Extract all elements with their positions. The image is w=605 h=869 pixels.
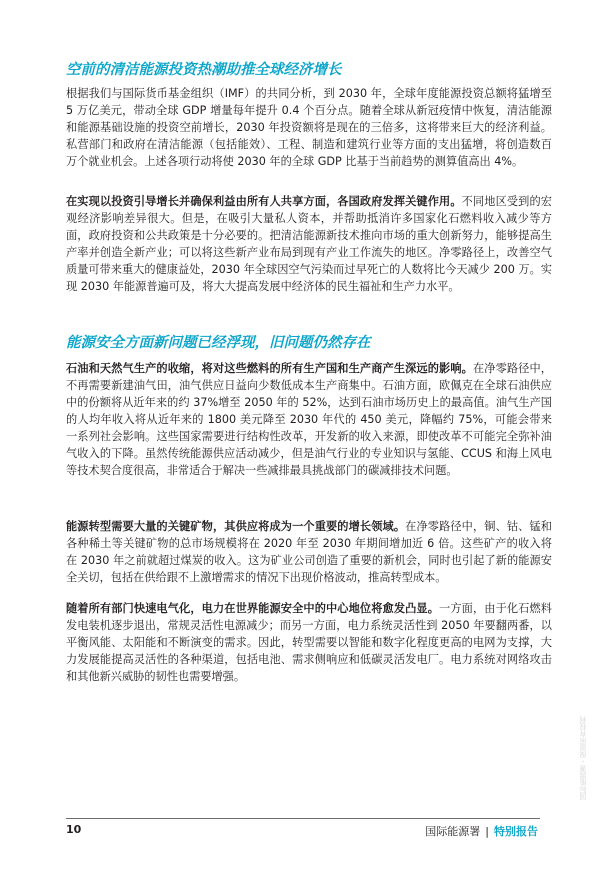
- paragraph-investment-analysis: [66, 85, 552, 170]
- footer-separator: |: [485, 825, 489, 838]
- paragraph-text: 一方面，由于化石燃料发电装机逐步退出，常规灵活性电源减少；而另一方面，电力系统灵活性到 2050 年要翻两番，以平衡风能、太阳能和不断演变的需求。因此，转型需要以智能和数字化程度更高的电网为支撑，大力发展能提高灵活性的各种渠道，包括电池、需求侧响应和低碳灵活发电厂。电力系统对网络攻击和其他新兴威胁的韧性也需要增强。: [66, 602, 552, 683]
- paragraph-government-role: [66, 193, 552, 295]
- paragraph-lead: 在实现以投资引导增长并确保利益由所有人共享方面，各国政府发挥关键作用。: [66, 195, 462, 208]
- page-number: 10: [66, 823, 82, 836]
- paragraph-text: 在净零路径中，不再需要新建油气田，油气供应日益向少数低成本生产商集中。石油方面，欧佩克在全球石油供应中的份额将从近年来的约 37%增至 2050 年的 52%，达到石油市场历史上的最高值。油气生产国的人均年收入将从近年来的 1800 美元降至 2030 年代的 450 美元，降幅约 75%，可能会带来一系列社会影响。这些国家需要进行结构性改革，开发新的收入来源，即使改革不可能完全弥补油气收入的下降。虽然传统能源供应活动减少，但是油气行业的专业知识与氢能、CCUS 和海上风电等技术契合度很高，非常适合于解决一些减排最具挑战部门的碳减排技术问题。: [66, 362, 552, 477]
- rights-side-note: 国际能源署・保留所有权利: [579, 716, 587, 800]
- paragraph-text: 根据我们与国际货币基金组织（IMF）的共同分析，到 2030 年，全球年度能源投资总额将猛增至 5 万亿美元，带动全球 GDP 增量每年提升 0.4 个百分点。随着全球从新冠疫情中恢复，清洁能源和能源基础设施的投资空前增长，2030 年投资额将是现在的三倍多，这将带来巨大的经济利益。私营部门和政府在清洁能源（包括能效）、工程、制造和建筑行业等方面的支出猛增，将创造数百万个就业机会。上述各项行动将使 2030 年的全球 GDP 比基于当前趋势的测算值高出 4%。: [66, 87, 552, 168]
- paragraph-lead: 石油和天然气生产的收缩，将对这些燃料的所有生产国和生产商产生深远的影响。: [66, 362, 473, 375]
- section-heading-clean-energy: 空前的清洁能源投资热潮助推全球经济增长: [66, 62, 342, 78]
- paragraph-electrification: [66, 600, 552, 685]
- footer-publication: [425, 823, 538, 839]
- paragraph-text: 在净零路径中，铜、钴、锰和各种稀土等关键矿物的总市场规模将在 2020 年至 2030 年期间增加近 6 倍。这些矿产的收入将在 2030 年之前就超过煤炭的收入。这为矿业公司创造了重要的新机会，同时也引起了新的能源安全关切，包括在供给跟不上激增需求的情况下出现价格波动，推高转型成本。: [66, 520, 552, 584]
- paragraph-text: 不同地区受到的宏观经济影响差异很大。但是，在吸引大量私人资本，并帮助抵消许多国家化石燃料收入减少等方面，政府投资和公共政策是十分必要的。把清洁能源新技术推向市场的重大创新努力，能够提高生产率并创造全新产业；可以将这些新产业布局到现有产业工作流失的地区。净零路径上，改善空气质量可带来重大的健康益处，2030 年全球因空气污染而过早死亡的人数将比今天减少 200 万。实现 2030 年能源普遍可及，将大大提高发展中经济体的民生福祉和生产力水平。: [66, 195, 552, 293]
- footer-publisher: 国际能源署: [425, 825, 481, 838]
- section-heading-energy-security: 能源安全方面新问题已经浮现，旧问题仍然存在: [66, 335, 371, 351]
- paragraph-oil-gas: [66, 360, 552, 479]
- paragraph-lead: 随着所有部门快速电气化，电力在世界能源安全中的中心地位将愈发凸显。: [66, 602, 440, 615]
- paragraph-lead: 能源转型需要大量的关键矿物，其供应将成为一个重要的增长领域。: [66, 520, 406, 533]
- page-footer: [66, 818, 540, 839]
- footer-report-type: 特别报告: [494, 825, 538, 838]
- paragraph-critical-minerals: [66, 518, 552, 586]
